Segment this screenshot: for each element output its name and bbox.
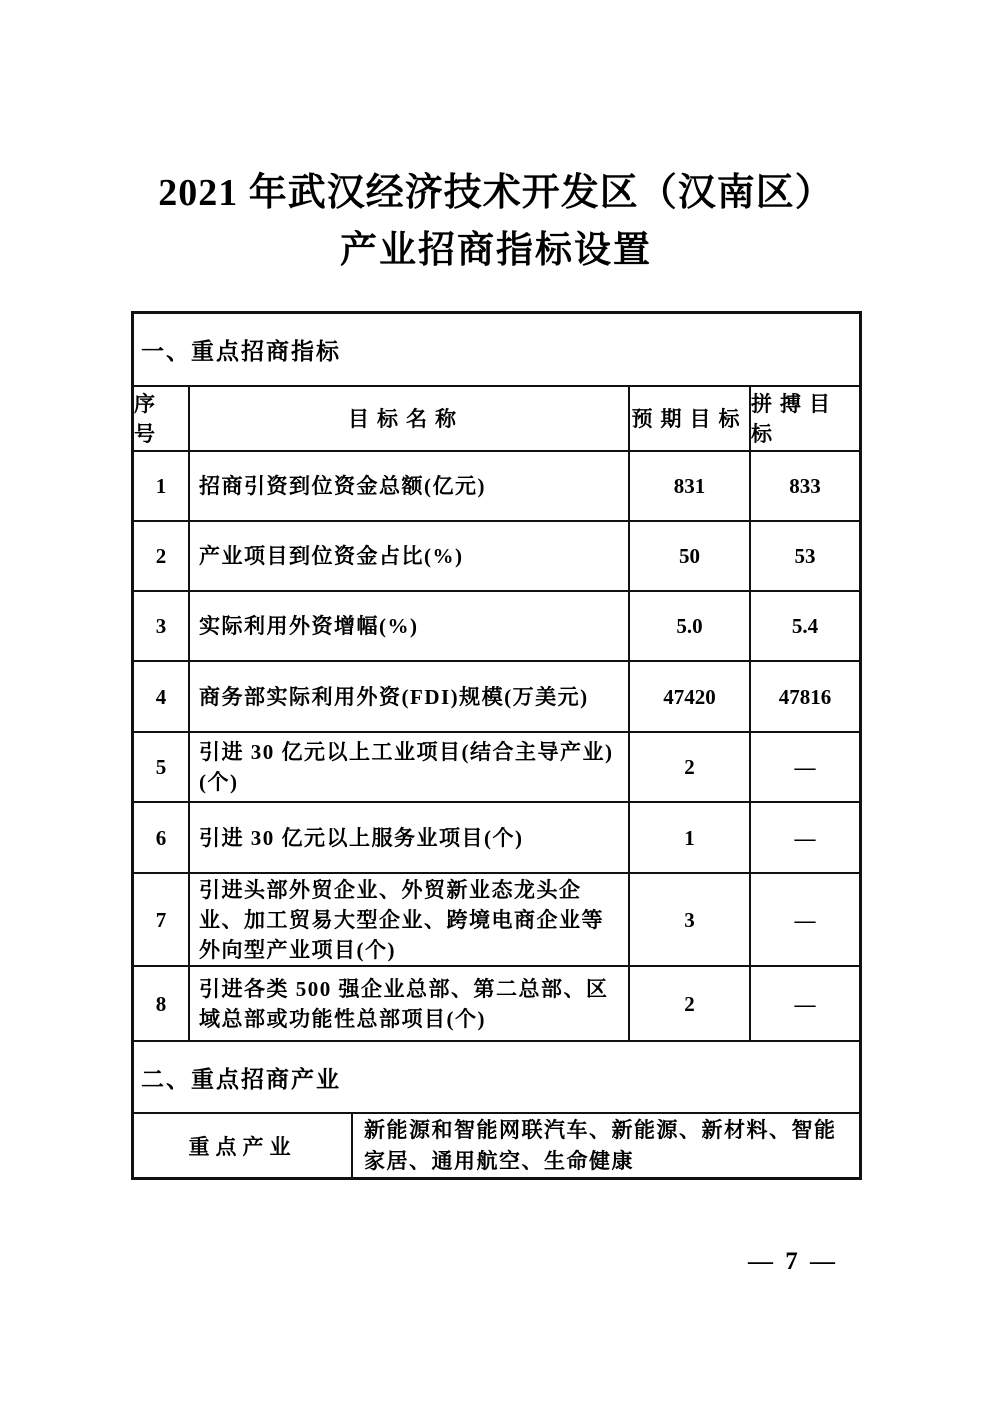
- row-stretch-value: 5.4: [749, 592, 859, 660]
- row-stretch-value: —: [749, 733, 859, 801]
- table-row: [134, 872, 859, 965]
- table-row: [134, 590, 859, 660]
- row-index: 7: [155, 907, 167, 932]
- section2-title: 二、重点招商产业: [141, 1066, 341, 1092]
- row-target-name: 引进头部外贸企业、外贸新业态龙头企业、加工贸易大型企业、跨境电商企业等外向型产业项目(个): [188, 874, 628, 965]
- key-industry-row: [134, 1112, 859, 1177]
- column-header-expected: 预期目标: [628, 387, 749, 450]
- column-header-index: 序号: [134, 391, 163, 446]
- row-target-name: 引进 30 亿元以上服务业项目(个): [188, 803, 628, 872]
- row-target-name: 招商引资到位资金总额(亿元): [188, 452, 628, 520]
- row-expected-value: 2: [628, 967, 749, 1040]
- row-expected-value: 831: [628, 452, 749, 520]
- row-stretch-value: 53: [749, 522, 859, 590]
- row-index: 8: [155, 991, 167, 1016]
- row-expected-value: 5.0: [628, 592, 749, 660]
- row-stretch-value: —: [749, 803, 859, 872]
- table-row: [134, 731, 859, 801]
- column-header-name: 目标名称: [188, 387, 628, 450]
- row-stretch-value: 833: [749, 452, 859, 520]
- table-row: [134, 801, 859, 872]
- row-index: 2: [155, 544, 167, 568]
- table-row: [134, 660, 859, 731]
- row-index: 5: [155, 755, 167, 779]
- key-industry-label: 重点产业: [188, 1134, 297, 1159]
- row-index: 4: [155, 684, 167, 709]
- section2-header-row: [134, 1040, 859, 1112]
- row-index: 3: [155, 614, 167, 638]
- indicator-table: [131, 311, 862, 1180]
- row-stretch-value: —: [749, 874, 859, 965]
- document-title-line1: 2021 年武汉经济技术开发区（汉南区）: [158, 172, 834, 214]
- table-header-row: [134, 385, 859, 450]
- row-target-name: 产业项目到位资金占比(%): [188, 522, 628, 590]
- section1-header-row: [134, 314, 859, 385]
- row-expected-value: 47420: [628, 662, 749, 731]
- row-index: 6: [155, 825, 167, 850]
- row-expected-value: 50: [628, 522, 749, 590]
- section1-title: 一、重点招商指标: [141, 339, 341, 364]
- row-target-name: 引进 30 亿元以上工业项目(结合主导产业)(个): [188, 733, 628, 801]
- row-target-name: 商务部实际利用外资(FDI)规模(万美元): [188, 662, 628, 731]
- row-target-name: 引进各类 500 强企业总部、第二总部、区域总部或功能性总部项目(个): [188, 967, 628, 1040]
- row-stretch-value: 47816: [749, 662, 859, 731]
- column-header-stretch: 拼搏目标: [749, 387, 859, 450]
- table-row: [134, 520, 859, 590]
- row-stretch-value: —: [749, 967, 859, 1040]
- row-target-name: 实际利用外资增幅(%): [188, 592, 628, 660]
- row-expected-value: 3: [628, 874, 749, 965]
- table-row: [134, 450, 859, 520]
- row-index: 1: [155, 474, 167, 498]
- key-industry-value: 新能源和智能网联汽车、新能源、新材料、智能家居、通用航空、生命健康: [351, 1114, 859, 1177]
- table-row: [134, 965, 859, 1040]
- document-title-line2: 产业招商指标设置: [340, 230, 652, 271]
- row-expected-value: 1: [628, 803, 749, 872]
- row-expected-value: 2: [628, 733, 749, 801]
- page-number: — 7 —: [748, 1248, 838, 1275]
